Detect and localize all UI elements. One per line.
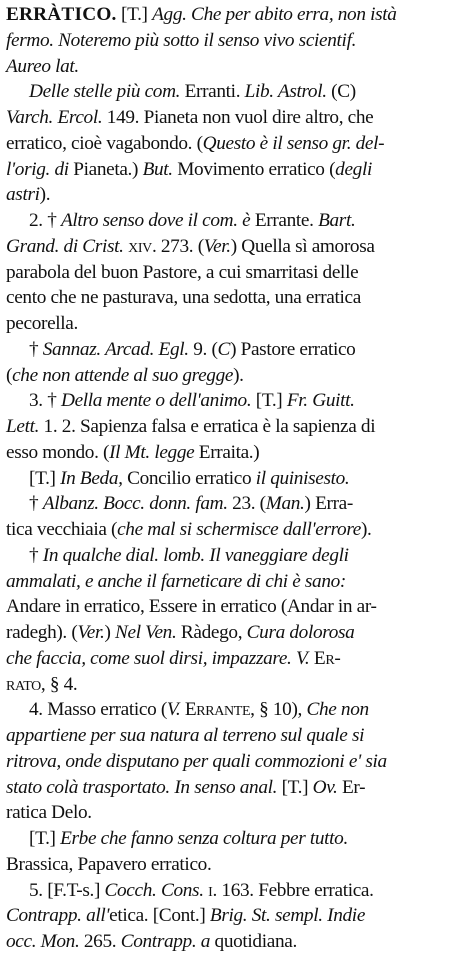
text-run: rrante bbox=[196, 699, 251, 721]
entry-line bbox=[0, 337, 469, 363]
text-run: Movimento erratico ( bbox=[172, 158, 336, 180]
text-run: Questo è il senso gr. del- bbox=[202, 132, 385, 154]
text-run: [T.] bbox=[29, 467, 61, 489]
text-run: ) Quella sì amorosa bbox=[230, 235, 375, 257]
text-run: ) bbox=[104, 622, 115, 643]
text-run: etica. [Cont.] bbox=[109, 905, 210, 927]
headword: ERRÀTICO. bbox=[6, 4, 117, 25]
text-run: appartiene per sua natura al terreno sul quale si bbox=[6, 725, 365, 746]
entry-line bbox=[0, 208, 469, 234]
entry-line bbox=[0, 28, 469, 54]
text-run: E bbox=[180, 699, 197, 721]
entry-line bbox=[0, 749, 469, 775]
text-run: 1. 2. Sapienza falsa e erratica è la sapienza di bbox=[39, 416, 376, 437]
text-run: [T.] bbox=[277, 776, 313, 798]
text-run: , § 4. bbox=[40, 673, 78, 695]
text-run: - bbox=[334, 647, 341, 669]
text-run: Aureo lat. bbox=[6, 55, 79, 77]
text-run: occ. Mon. bbox=[6, 931, 80, 952]
text-run: Erranti. bbox=[180, 81, 245, 103]
text-run: Brassica, Papavero erratico. bbox=[6, 853, 212, 875]
entry-line bbox=[0, 285, 469, 311]
entry-line bbox=[0, 800, 469, 826]
text-run: In Beda, bbox=[60, 467, 123, 489]
entry-line bbox=[0, 234, 469, 260]
text-run: ammalati, e anche il farneticare di chi è sano: bbox=[6, 570, 346, 592]
text-run: Che non bbox=[306, 699, 369, 721]
entry-line bbox=[0, 2, 469, 28]
text-run: Erbe che fanno senza coltura per tutto. bbox=[60, 828, 348, 849]
text-run: radegh). ( bbox=[6, 622, 78, 643]
text-run: V. bbox=[166, 699, 181, 721]
text-run: Ov. bbox=[312, 776, 338, 798]
text-run: Agg. Che per abito erra, non istà bbox=[152, 4, 397, 25]
text-run: 23. ( bbox=[227, 493, 266, 515]
entry-line bbox=[0, 569, 469, 595]
text-run: parabola del buon Pastore, a cui smarritasi delle bbox=[6, 261, 359, 283]
text-run: Varch. Ercol. bbox=[6, 107, 103, 128]
text-run: C bbox=[217, 338, 231, 360]
text-run: stato colà trasportato. In senso anal. bbox=[6, 776, 278, 798]
text-run: . 273. ( bbox=[151, 235, 204, 257]
entry-line bbox=[0, 311, 469, 337]
text-run: r bbox=[325, 647, 335, 669]
text-run: [T.] bbox=[29, 828, 61, 849]
text-run: erratico, cioè vagabondo. ( bbox=[6, 132, 203, 154]
text-run: Altro senso dove il com. è bbox=[61, 210, 251, 231]
text-run: Lett. bbox=[6, 416, 40, 437]
entry-line bbox=[0, 878, 469, 904]
text-run: 149. Pianeta non vuol dire altro, che bbox=[102, 107, 374, 128]
entry-line bbox=[0, 620, 469, 646]
entry-line bbox=[0, 852, 469, 878]
text-run: [T.] bbox=[116, 4, 153, 25]
entry-line bbox=[0, 131, 469, 157]
text-run: But. bbox=[142, 158, 173, 180]
text-run: [T.] bbox=[251, 390, 287, 412]
text-run: Albanz. Bocc. donn. fam. bbox=[42, 493, 228, 515]
text-run: ). bbox=[39, 184, 51, 206]
text-run: xiv bbox=[128, 235, 152, 257]
entry-line bbox=[0, 775, 469, 801]
text-run: Andare in erratico, Essere in erratico (Andar in ar- bbox=[6, 596, 377, 618]
text-run: Cocch. Cons. bbox=[104, 879, 204, 901]
text-run: 265. bbox=[79, 931, 121, 952]
text-run: Il Mt. legge bbox=[109, 441, 195, 463]
text-run: tica vecchiaia ( bbox=[6, 519, 118, 540]
text-run: l'orig. di bbox=[6, 158, 69, 180]
entry-line bbox=[0, 414, 469, 440]
text-run: Er- bbox=[337, 776, 366, 798]
text-run: ). bbox=[360, 519, 372, 540]
text-run: degli bbox=[335, 158, 372, 180]
text-run: Bart. bbox=[318, 210, 356, 231]
text-run: ( bbox=[6, 364, 13, 386]
entry-line bbox=[0, 672, 469, 698]
entry-line bbox=[0, 646, 469, 672]
text-run: , § 10), bbox=[250, 699, 307, 721]
text-run: quotidiana. bbox=[210, 931, 297, 952]
text-run: ) Erra- bbox=[304, 493, 353, 515]
text-run: il quinisesto. bbox=[255, 467, 350, 489]
text-run: Nel Ven. bbox=[114, 622, 177, 643]
text-run: Brig. St. sempl. Indie bbox=[209, 905, 366, 927]
text-run: Erraita.) bbox=[194, 441, 260, 463]
entry-line bbox=[0, 54, 469, 80]
text-run: Pianeta.) bbox=[68, 158, 143, 180]
entry-line bbox=[0, 723, 469, 749]
text-run: astri bbox=[6, 184, 40, 206]
entry-line bbox=[0, 260, 469, 286]
entry-line bbox=[0, 105, 469, 131]
entry-line bbox=[0, 440, 469, 466]
text-run: che faccia, come suol dirsi, impazzare. V. bbox=[6, 647, 310, 669]
text-run: che mal si schermisce dall'errore bbox=[117, 519, 361, 540]
text-run: Ver. bbox=[77, 622, 105, 643]
entry-line bbox=[0, 826, 469, 852]
text-run: Errante. bbox=[250, 210, 319, 231]
entry-line bbox=[0, 903, 469, 929]
entry-line bbox=[0, 363, 469, 389]
text-run: Contrapp. a bbox=[120, 931, 211, 952]
entry-line bbox=[0, 697, 469, 723]
text-run: Man. bbox=[265, 493, 305, 515]
text-run: Sannaz. Arcad. Egl. bbox=[42, 338, 189, 360]
text-run: † bbox=[29, 493, 43, 515]
text-run: esso mondo. ( bbox=[6, 441, 110, 463]
text-run: Ràdego, bbox=[176, 622, 247, 643]
text-run: Ver. bbox=[203, 235, 231, 257]
text-run: 3. † bbox=[29, 390, 61, 412]
text-run: Concilio erratico bbox=[122, 467, 256, 489]
text-run: Fr. Guitt. bbox=[286, 390, 355, 412]
entry-line bbox=[0, 466, 469, 492]
text-run: 4. Masso erratico ( bbox=[29, 699, 167, 721]
text-run: (C) bbox=[326, 81, 356, 103]
entry-line bbox=[0, 491, 469, 517]
text-run: pecorella. bbox=[6, 313, 78, 334]
text-run: Cura dolorosa bbox=[246, 622, 355, 643]
text-run: Lib. Astrol. bbox=[244, 81, 327, 103]
text-run: rato bbox=[6, 673, 41, 695]
entry-line bbox=[0, 594, 469, 620]
entry-line bbox=[0, 929, 469, 955]
text-run: che non attende al suo gregge bbox=[12, 364, 234, 386]
text-run: ritrova, onde disputano per quali commozioni e' sia bbox=[6, 750, 387, 772]
text-run: . 163. Febbre erratica. bbox=[212, 879, 374, 901]
text-run: ) Pastore erratico bbox=[230, 338, 356, 360]
entry-line bbox=[0, 157, 469, 183]
dictionary-entry-erratico bbox=[0, 2, 469, 955]
text-run: Grand. di Crist. bbox=[6, 235, 124, 257]
text-run: E bbox=[309, 647, 326, 669]
text-run: cento che ne pasturava, una sedotta, una erratica bbox=[6, 287, 361, 309]
text-run: Delle stelle più com. bbox=[29, 81, 181, 103]
text-run: 2. † bbox=[29, 210, 61, 231]
text-run: i bbox=[208, 879, 213, 901]
text-run: 9. ( bbox=[188, 338, 218, 360]
text-run: Della mente o dell'animo. bbox=[61, 390, 252, 412]
text-run: fermo. Noteremo più sotto il senso vivo scientif. bbox=[6, 29, 357, 51]
entry-line bbox=[0, 182, 469, 208]
text-run: ). bbox=[233, 364, 244, 386]
entry-line bbox=[0, 388, 469, 414]
text-run: ratica Delo. bbox=[6, 802, 92, 824]
text-run: In qualche dial. lomb. Il vaneggiare degli bbox=[42, 544, 349, 566]
entry-line bbox=[0, 543, 469, 569]
text-run: 5. [F.T-s.] bbox=[29, 879, 105, 901]
text-run: † bbox=[29, 544, 43, 566]
text-run: † bbox=[29, 338, 43, 360]
text-run: Contrapp. all' bbox=[6, 905, 110, 927]
entry-line bbox=[0, 79, 469, 105]
entry-line bbox=[0, 517, 469, 543]
